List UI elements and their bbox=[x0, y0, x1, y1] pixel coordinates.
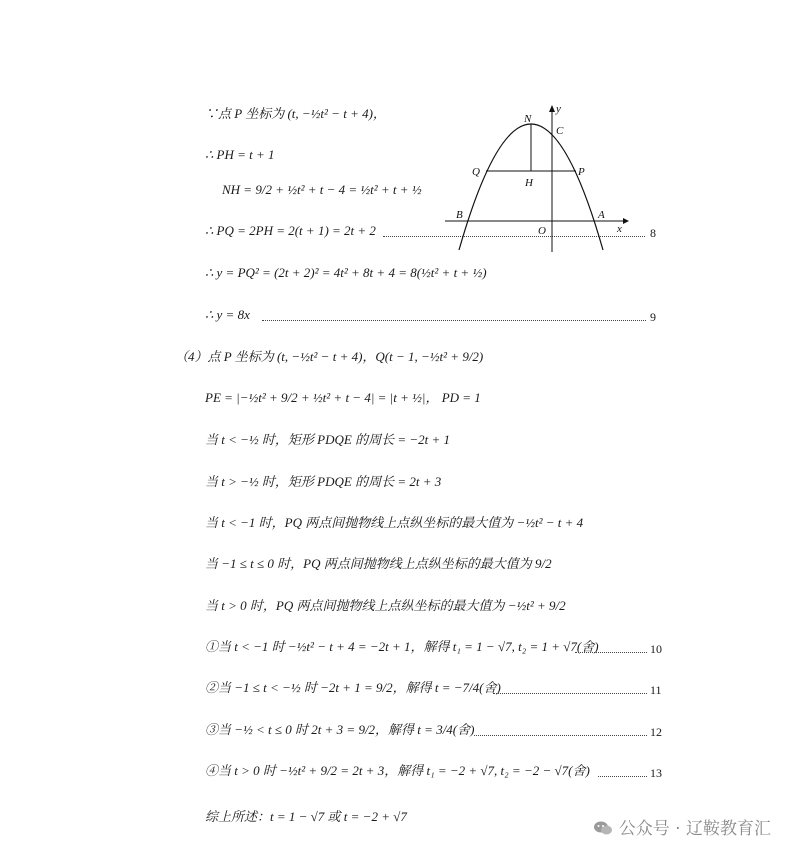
score-13: 13 bbox=[650, 766, 662, 780]
line-case-4: ④当 t > 0 时 −½t² + 9/2 = 2t + 3，解得 t₁ = −2 + √7, t₂ = −2 − √7(舍) bbox=[205, 763, 590, 778]
watermark-text: 公众号 · 辽鞍教育汇 bbox=[618, 819, 771, 839]
label-x: x bbox=[617, 223, 622, 235]
x-axis-arrow bbox=[623, 218, 629, 224]
line-nh: NH = 9/2 + ½t² + t − 4 = ½t² + t + ½ bbox=[222, 182, 422, 197]
label-q: Q bbox=[472, 166, 480, 178]
dot-leader bbox=[262, 320, 646, 321]
score-9: 9 bbox=[650, 310, 656, 324]
line-pe: PE = |−½t² + 9/2 + ½t² + t − 4| = |t + ½|， PD = 1 bbox=[205, 390, 481, 405]
line-y-pq2: ∴ y = PQ² = (2t + 2)² = 4t² + 8t + 4 = 8(½t² + t + ½) bbox=[205, 265, 487, 280]
line-part4-coords: （4）点 P 坐标为 (t, −½t² − t + 4)，Q(t − 1, −½t² + 9/2) bbox=[175, 349, 484, 364]
dot-leader bbox=[474, 735, 647, 736]
line-case-2: ②当 −1 ≤ t < −½ 时 −2t + 1 = 9/2，解得 t = −7/4(舍) bbox=[205, 680, 501, 695]
line-y-8x: ∴ y = 8x bbox=[205, 307, 250, 322]
line-pq: ∴ PQ = 2PH = 2(t + 1) = 2t + 2 bbox=[205, 223, 376, 238]
line-case-1: ①当 t < −1 时 −½t² − t + 4 = −2t + 1，解得 t₁ = 1 − √7, t₂ = 1 + √7(舍) bbox=[205, 639, 599, 654]
line-conclusion: 综上所述：t = 1 − √7 或 t = −2 + √7 bbox=[205, 809, 407, 824]
line-max-2: 当 −1 ≤ t ≤ 0 时，PQ 两点间抛物线上点纵坐标的最大值为 9/2 bbox=[205, 556, 552, 571]
label-y: y bbox=[556, 103, 561, 115]
y-axis-arrow bbox=[549, 105, 555, 112]
label-c: C bbox=[556, 125, 564, 137]
line-perimeter-1: 当 t < −½ 时，矩形 PDQE 的周长 = −2t + 1 bbox=[205, 432, 450, 447]
parabola-figure bbox=[445, 100, 630, 255]
score-10: 10 bbox=[650, 642, 662, 656]
label-p: P bbox=[578, 166, 585, 178]
wechat-icon bbox=[593, 820, 613, 836]
score-12: 12 bbox=[650, 725, 662, 739]
line-max-1: 当 t < −1 时，PQ 两点间抛物线上点纵坐标的最大值为 −½t² − t + 4 bbox=[205, 515, 584, 530]
dot-leader bbox=[575, 652, 647, 653]
label-o: O bbox=[538, 225, 546, 237]
label-n: N bbox=[524, 113, 532, 125]
watermark bbox=[593, 814, 771, 839]
line-case-3: ③当 −½ < t ≤ 0 时 2t + 3 = 9/2，解得 t = 3/4(舍) bbox=[205, 722, 475, 737]
label-h: H bbox=[525, 177, 533, 189]
dot-leader bbox=[493, 693, 647, 694]
line-max-3: 当 t > 0 时，PQ 两点间抛物线上点纵坐标的最大值为 −½t² + 9/2 bbox=[205, 598, 566, 613]
line-perimeter-2: 当 t > −½ 时，矩形 PDQE 的周长 = 2t + 3 bbox=[205, 474, 442, 489]
dot-leader bbox=[598, 776, 647, 777]
score-11: 11 bbox=[650, 683, 662, 697]
line-ph: ∴ PH = t + 1 bbox=[205, 147, 275, 162]
score-8: 8 bbox=[650, 226, 656, 240]
label-b: B bbox=[456, 209, 463, 221]
line-p-coordinate: ∵点 P 坐标为 (t, −½t² − t + 4)， bbox=[205, 106, 386, 121]
label-a: A bbox=[598, 209, 605, 221]
